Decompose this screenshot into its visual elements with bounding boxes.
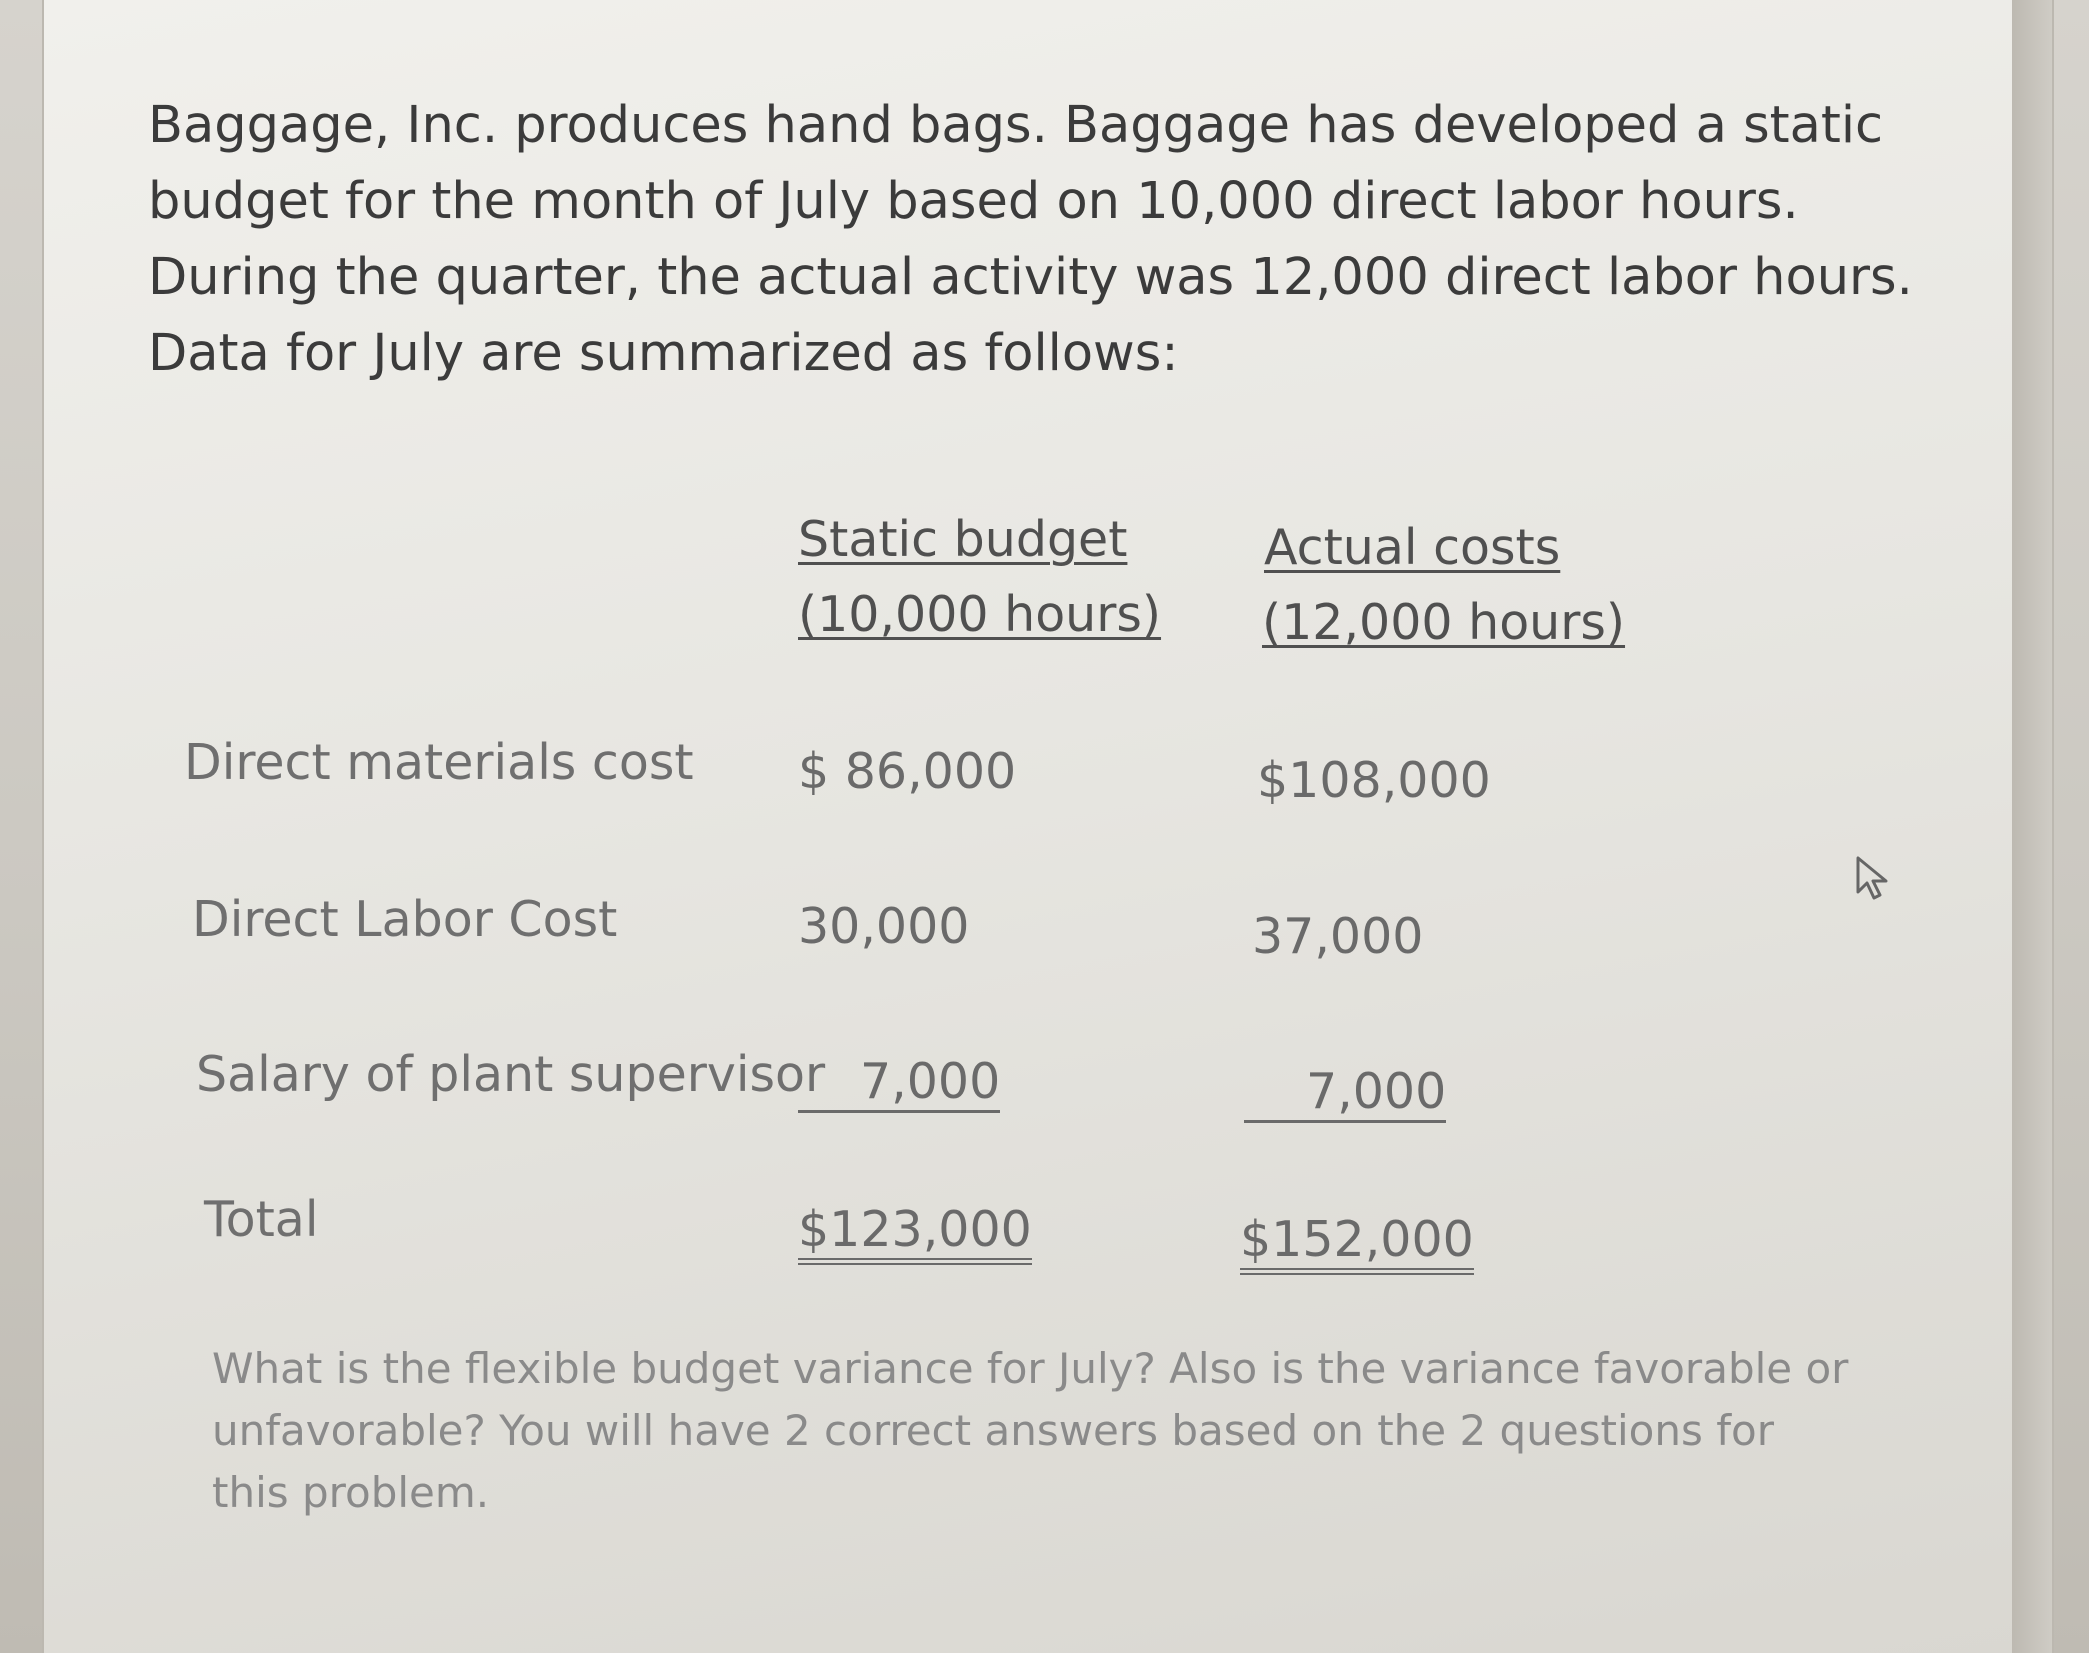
static-budget-header: Static budget (798, 511, 1128, 568)
actual-total-value: $152,000 (1240, 1212, 1474, 1275)
row-label-direct-materials: Direct materials cost (184, 734, 694, 791)
static-direct-materials: $ 86,000 (798, 743, 1017, 800)
static-total (798, 1200, 1032, 1265)
mouse-pointer-icon (1852, 852, 1898, 904)
panel-edge (2012, 0, 2052, 1653)
row-label-salary-plant-supervisor: Salary of plant supervisor (196, 1046, 826, 1103)
static-salary-plant-supervisor (798, 1052, 1000, 1113)
static-salary-value: 7,000 (798, 1054, 1000, 1113)
actual-costs-hours-header: (12,000 hours) (1262, 594, 1626, 651)
actual-salary-plant-supervisor (1244, 1062, 1446, 1123)
static-budget-hours-header: (10,000 hours) (798, 586, 1162, 643)
static-direct-labor: 30,000 (798, 898, 970, 955)
actual-total (1240, 1210, 1474, 1275)
actual-salary-value: 7,000 (1244, 1064, 1446, 1123)
actual-direct-labor: 37,000 (1252, 908, 1424, 965)
actual-costs-header: Actual costs (1264, 519, 1561, 576)
problem-intro: Baggage, Inc. produces hand bags. Baggage has developed a static budget for the month of July based on 10,000 direct labor hours. During the quarter, the actual activity was 12,000 direct labor hours. Data for July are summarized as follows: (148, 96, 1913, 383)
problem-question: What is the flexible budget variance for July? Also is the variance favorable or unfavorable? You will have 2 correct answers based on the 2 questions for this problem. (212, 1344, 1849, 1517)
static-total-value: $123,000 (798, 1202, 1032, 1265)
row-label-total: Total (204, 1191, 319, 1248)
actual-direct-materials: $108,000 (1257, 752, 1491, 809)
row-label-direct-labor: Direct Labor Cost (192, 891, 618, 948)
